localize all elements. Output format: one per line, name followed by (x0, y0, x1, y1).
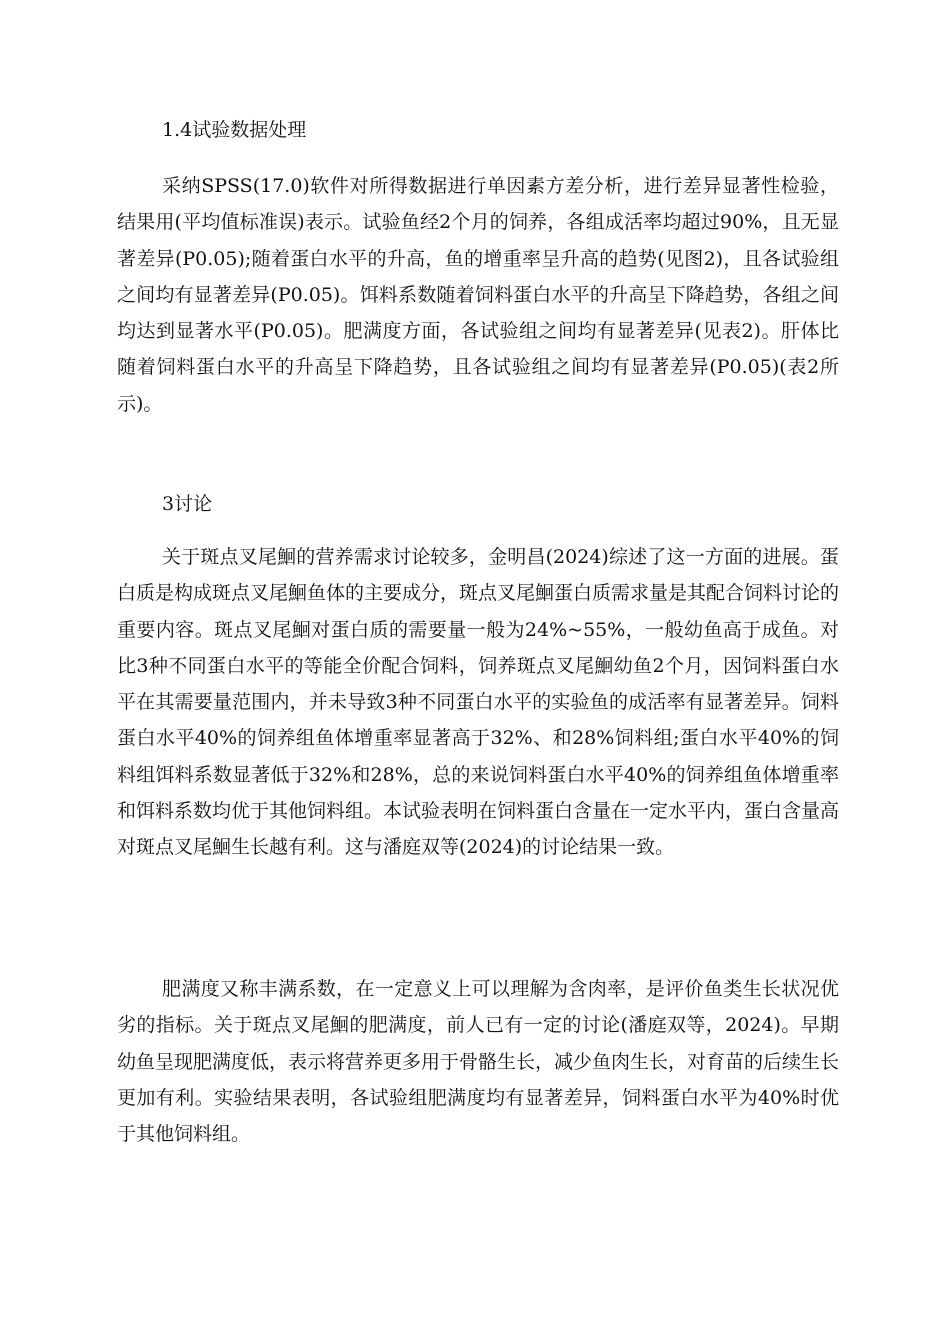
section-heading-discussion: 3讨论 (162, 493, 213, 515)
paragraph-data-processing: 采纳SPSS(17.0)软件对所得数据进行单因素方差分析，进行差异显著性检验，结果用(平均值标准误)表示。试验鱼经2个月的饲养，各组成活率均超过90%，且无显著差异(P0.05);随着蛋白水平的升高，鱼的增重率呈升高的趋势(见图2)，且各试验组之间均有显著差异(P0.05)。饵料系数随着饲料蛋白水平的升高呈下降趋势，各组之间均达到显著水平(P0.05)。肥满度方面，各试验组之间均有显著差异(见表2)。肝体比随着饲料蛋白水平的升高呈下降趋势，且各试验组之间均有显著差异(P0.05)(表2所示)。 (117, 175, 839, 415)
section-heading-data-processing: 1.4试验数据处理 (162, 119, 307, 141)
paragraph-discussion-condition-factor: 肥满度又称丰满系数，在一定意义上可以理解为含肉率，是评价鱼类生长状况优劣的指标。关于斑点叉尾鮰的肥满度，前人已有一定的讨论(潘庭双等，2024)。早期幼鱼呈现肥满度低，表示将营养更多用于骨骼生长，减少鱼肉生长，对育苗的后续生长更加有利。实验结果表明，各试验组肥满度均有显著差异，饲料蛋白水平为40%时优于其他饲料组。 (117, 978, 840, 1146)
paragraph-discussion-protein: 关于斑点叉尾鮰的营养需求讨论较多，金明昌(2024)综述了这一方面的进展。蛋白质是构成斑点叉尾鮰鱼体的主要成分，斑点叉尾鮰蛋白质需求量是其配合饲料讨论的重要内容。斑点叉尾鮰对蛋白质的需要量一般为24%~55%，一般幼鱼高于成鱼。对比3种不同蛋白水平的等能全价配合饲料，饲养斑点叉尾鮰幼鱼2个月，因饲料蛋白水平在其需要量范围内，并未导致3种不同蛋白水平的实验鱼的成活率有显著差异。饲料蛋白水平40%的饲养组鱼体增重率显著高于32%、和28%饲料组;蛋白水平40%的饲料组饵料系数显著低于32%和28%，总的来说饲料蛋白水平40%的饲养组鱼体增重率和饵料系数均优于其他饲料组。本试验表明在饲料蛋白含量在一定水平内，蛋白含量高对斑点叉尾鮰生长越有利。这与潘庭双等(2024)的讨论结果一致。 (117, 546, 840, 859)
